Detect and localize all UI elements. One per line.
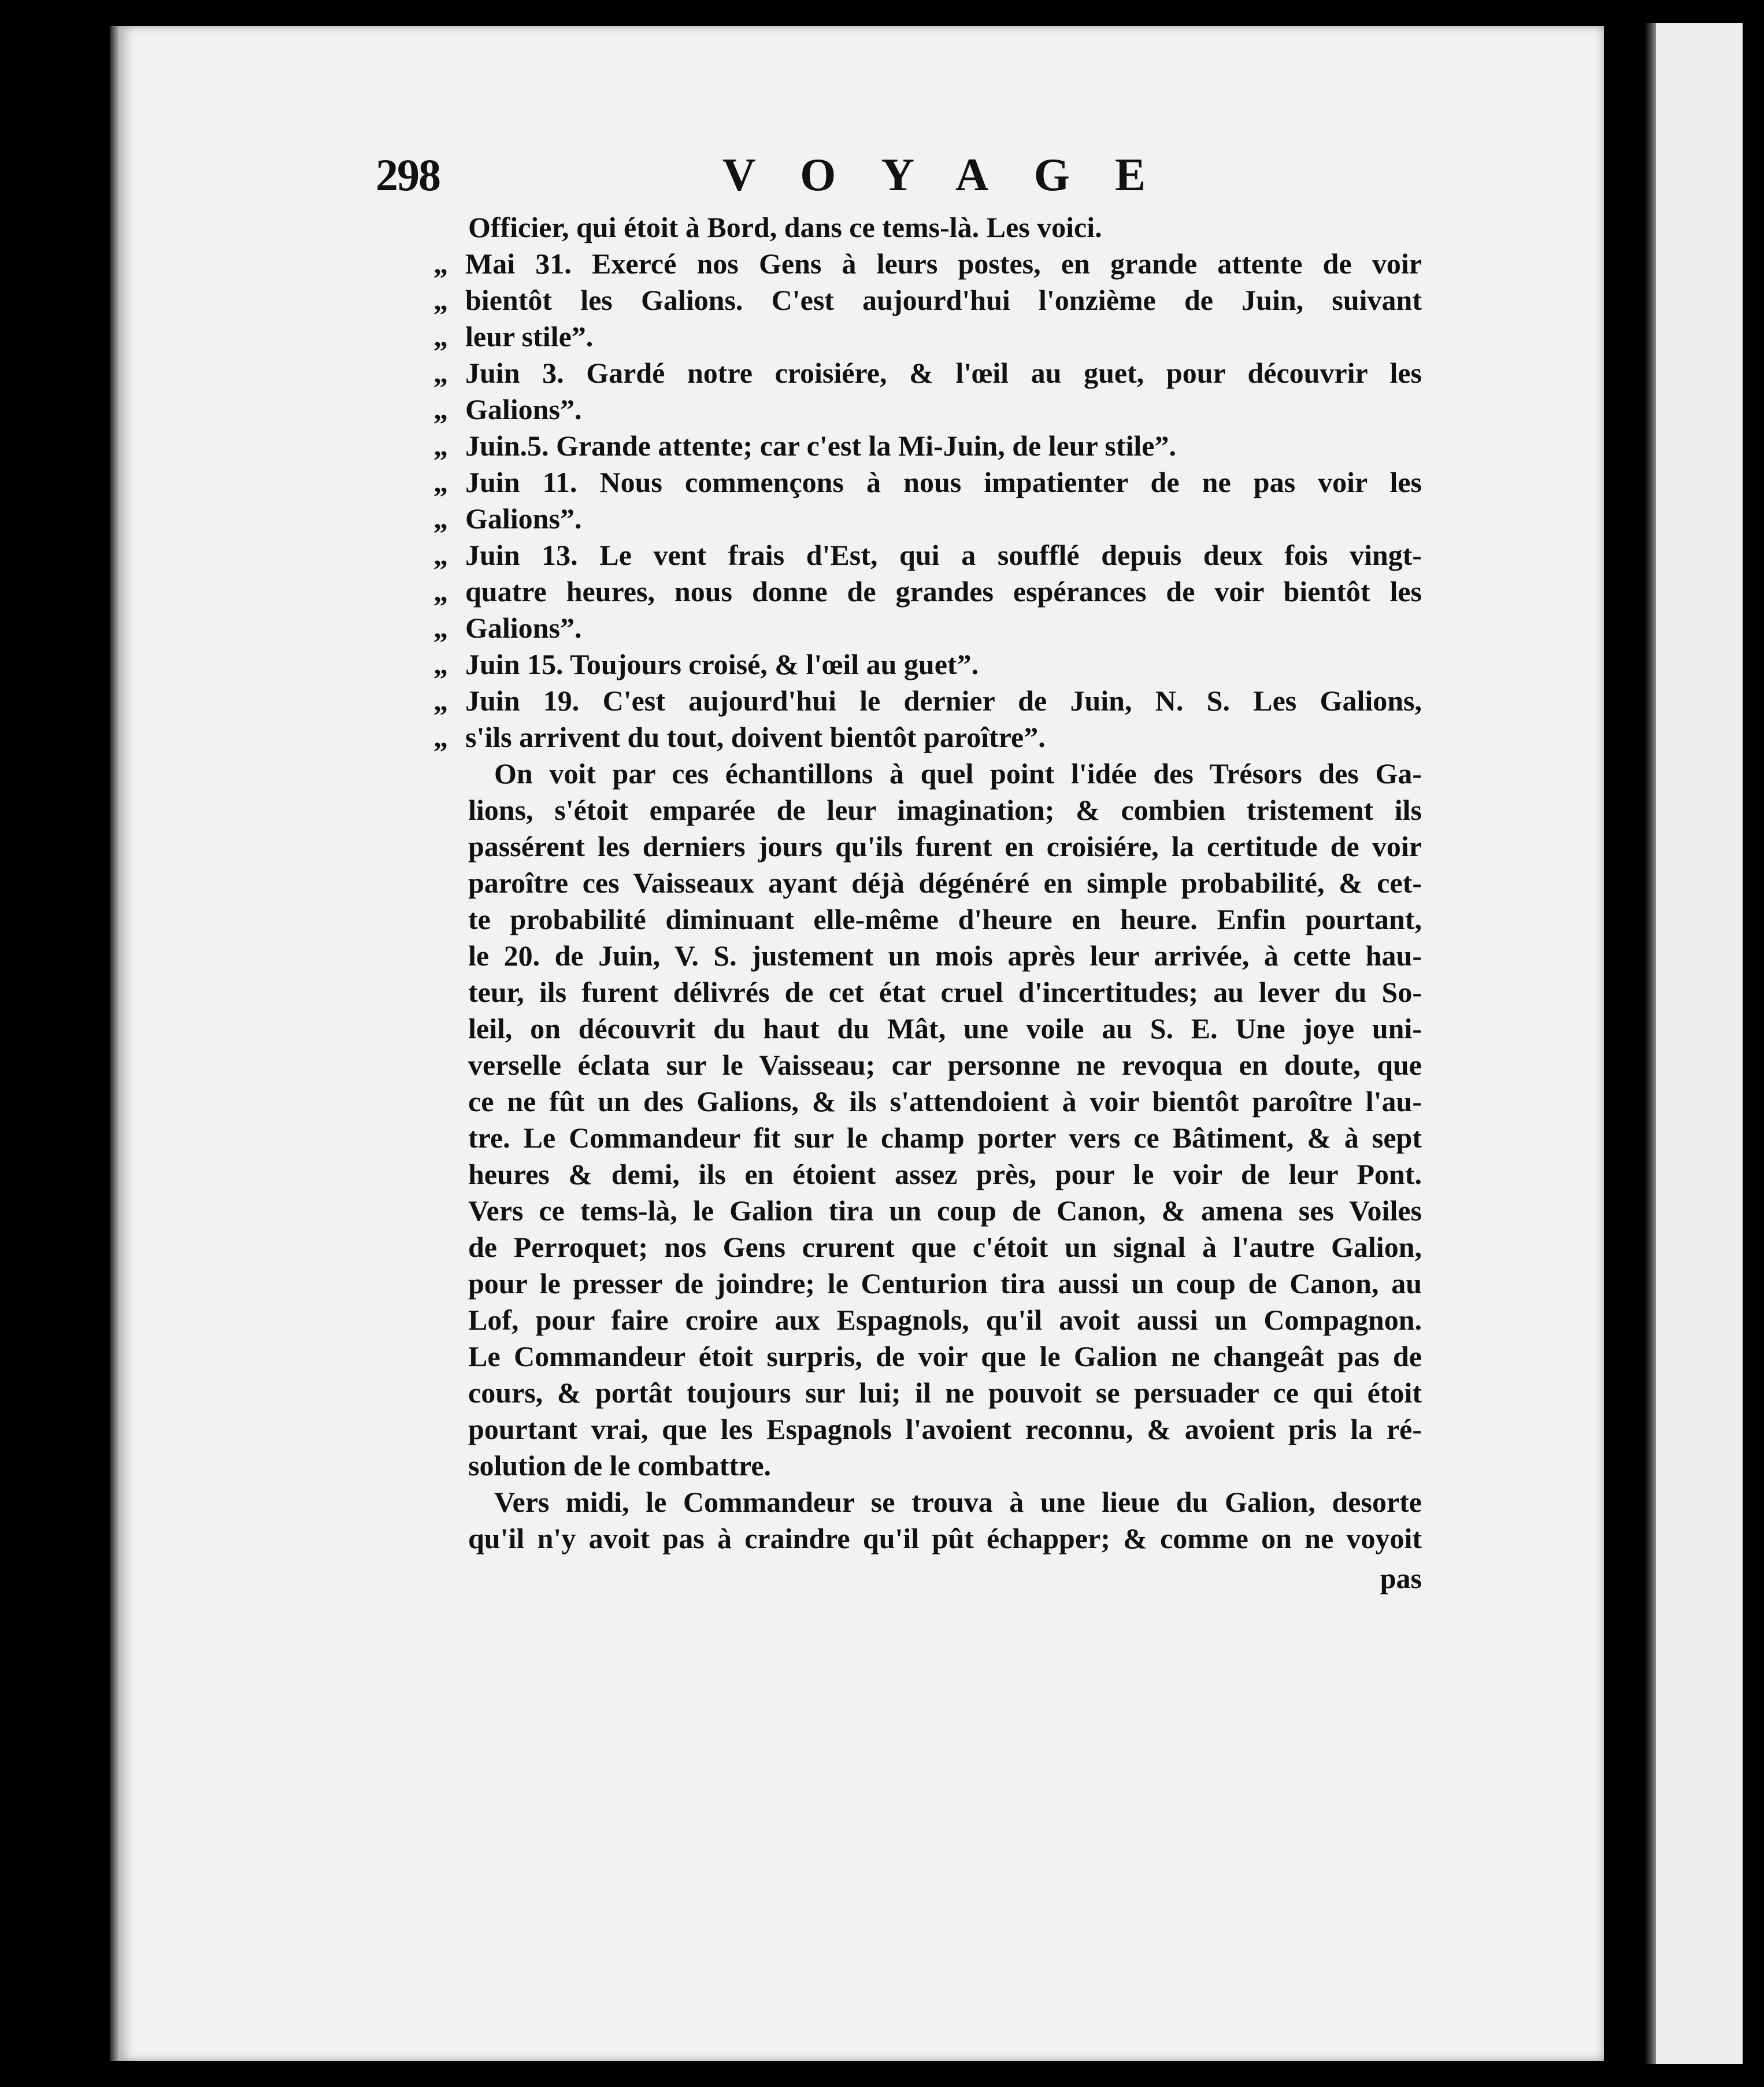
quote-mark: „ <box>433 284 448 316</box>
line-text: teur, ils furent délivrés de cet état cruel d'incertitudes; au lever du So- <box>468 976 1422 1008</box>
text-line <box>433 610 1422 646</box>
text-line <box>468 1520 1422 1557</box>
text-line <box>468 1375 1422 1411</box>
line-text: Le Commandeur étoit surpris, de voir que le Galion ne changeât pas de <box>468 1340 1422 1372</box>
line-text: passérent les derniers jours qu'ils furent en croisiére, la certitude de voir <box>468 830 1422 863</box>
text-line <box>433 573 1422 610</box>
line-text: Lof, pour faire croire aux Espagnols, qu'il avoit aussi un Compagnon. <box>468 1304 1422 1336</box>
line-text: Galions”. <box>465 502 582 535</box>
line-text: Galions”. <box>465 393 582 425</box>
text-line <box>433 428 1422 464</box>
line-text: lions, s'étoit emparée de leur imagination; & combien tristement ils <box>468 794 1422 826</box>
gutter <box>1644 23 1657 2064</box>
line-text: s'ils arrivent du tout, doivent bientôt paroître”. <box>465 721 1046 753</box>
text-line <box>433 319 1422 355</box>
line-text: Juin 15. Toujours croisé, & l'œil au guet”. <box>465 648 979 680</box>
quote-mark: „ <box>433 502 448 535</box>
text-line <box>433 646 1422 683</box>
text-line <box>468 1047 1422 1083</box>
quote-mark: „ <box>433 721 448 753</box>
text-line <box>433 683 1422 719</box>
line-text: Juin 3. Gardé notre croisiére, & l'œil au guet, pour découvrir les <box>465 357 1422 389</box>
line-text: le 20. de Juin, V. S. justement un mois après leur arrivée, à cette hau- <box>468 939 1422 972</box>
text-line <box>468 1229 1422 1265</box>
text-line <box>433 391 1422 428</box>
line-text: Juin 13. Le vent frais d'Est, qui a soufflé depuis deux fois vingt- <box>465 539 1422 571</box>
quote-mark: „ <box>433 575 448 608</box>
quote-mark: „ <box>433 684 448 717</box>
text-line <box>433 719 1422 756</box>
text-line <box>433 355 1422 391</box>
quote-mark: „ <box>433 393 448 425</box>
text-line <box>433 537 1422 573</box>
line-text: Juin 19. C'est aujourd'hui le dernier de Juin, N. S. Les Galions, <box>465 684 1422 717</box>
quote-mark: „ <box>433 612 448 644</box>
text-line <box>468 792 1422 828</box>
page-header <box>0 149 1764 201</box>
line-text: paroître ces Vaisseaux ayant déjà dégénéré en simple probabilité, & cet- <box>468 867 1422 899</box>
page-number: 298 <box>376 150 440 200</box>
line-text: qu'il n'y avoit pas à craindre qu'il pût échapper; & comme on ne voyoit <box>468 1522 1422 1555</box>
text-line <box>468 1338 1422 1375</box>
line-text: heures & demi, ils en étoient assez près, pour le voir de leur Pont. <box>468 1158 1422 1190</box>
body-text <box>433 209 1422 1597</box>
line-text: leil, on découvrit du haut du Mât, une voile au S. E. Une joye uni- <box>468 1012 1422 1045</box>
text-line <box>468 1156 1422 1193</box>
text-line <box>468 756 1422 792</box>
text-line <box>468 901 1422 938</box>
line-text: de Perroquet; nos Gens crurent que c'étoit un signal à l'autre Galion, <box>468 1231 1422 1263</box>
quote-mark: „ <box>433 430 448 462</box>
line-text: pour le presser de joindre; le Centurion tira aussi un coup de Canon, au <box>468 1267 1422 1300</box>
text-line <box>468 1448 1422 1484</box>
line-text: Juin 11. Nous commençons à nous impatienter de ne pas voir les <box>465 466 1422 498</box>
line-text: leur stile”. <box>465 320 594 353</box>
text-line <box>468 1120 1422 1156</box>
text-line <box>468 938 1422 974</box>
text-line <box>468 1011 1422 1047</box>
line-text: cours, & portât toujours sur lui; il ne pouvoit se persuader ce qui étoit <box>468 1376 1422 1409</box>
text-line <box>468 1265 1422 1302</box>
text-line <box>468 828 1422 865</box>
quote-mark: „ <box>433 320 448 353</box>
adjacent-page-strip <box>1656 23 1743 2064</box>
line-text: Vers ce tems-là, le Galion tira un coup de Canon, & amena ses Voiles <box>468 1194 1422 1227</box>
catchword: pas <box>1380 1562 1422 1594</box>
text-line <box>468 1083 1422 1120</box>
line-text: bientôt les Galions. C'est aujourd'hui l'onzième de Juin, suivant <box>465 284 1422 316</box>
line-text: On voit par ces échantillons à quel point l'idée des Trésors des Ga- <box>494 757 1422 790</box>
text-line <box>433 246 1422 282</box>
line-text: tre. Le Commandeur fit sur le champ porter vers ce Bâtiment, & à sept <box>468 1122 1422 1154</box>
line-text: Mai 31. Exercé nos Gens à leurs postes, en grande attente de voir <box>465 247 1422 280</box>
text-line <box>468 1193 1422 1229</box>
line-text: solution de le combattre. <box>468 1449 772 1482</box>
line-text: ce ne fût un des Galions, & ils s'attendoient à voir bientôt paroître l'au- <box>468 1085 1422 1117</box>
line-text: Juin.5. Grande attente; car c'est la Mi-Juin, de leur stile”. <box>465 430 1176 462</box>
quote-mark: „ <box>433 357 448 389</box>
text-line <box>468 1484 1422 1520</box>
text-line <box>468 1302 1422 1338</box>
text-line <box>433 282 1422 319</box>
quote-mark: „ <box>433 247 448 280</box>
line-text: verselle éclata sur le Vaisseau; car personne ne revoqua en doute, que <box>468 1049 1422 1081</box>
line-text: te probabilité diminuant elle-même d'heure en heure. Enfin pourtant, <box>468 903 1422 935</box>
running-title: VOYAGE <box>722 150 1191 201</box>
line-text: Vers midi, le Commandeur se trouva à une lieue du Galion, desorte <box>494 1486 1422 1518</box>
text-line <box>468 1411 1422 1448</box>
quote-mark: „ <box>433 539 448 571</box>
text-line <box>468 865 1422 901</box>
line-text: pourtant vrai, que les Espagnols l'avoient reconnu, & avoient pris la ré- <box>468 1413 1422 1445</box>
text-line <box>433 464 1422 501</box>
quote-mark: „ <box>433 466 448 498</box>
line-text: quatre heures, nous donne de grandes espérances de voir bientôt les <box>465 575 1422 608</box>
line-text: Galions”. <box>465 612 582 644</box>
text-line <box>433 501 1422 537</box>
line-text: Officier, qui étoit à Bord, dans ce tems-là. Les voici. <box>468 211 1102 243</box>
text-line <box>468 209 1422 246</box>
quote-mark: „ <box>433 648 448 680</box>
text-line <box>468 974 1422 1011</box>
